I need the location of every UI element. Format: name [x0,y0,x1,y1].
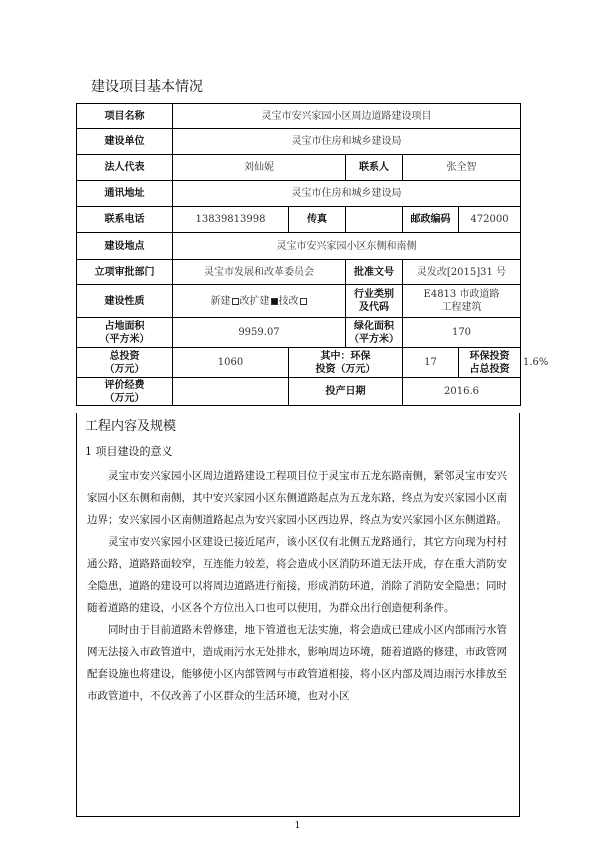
phone-label: 联系电话 [77,207,173,233]
paragraph: 灵宝市安兴家园小区建设已接近尾声，该小区仅有北侧五龙路通行，其它方向现为村村通公路，道路路面较窄，互连能力较差，将会造成小区消防环道无法开成，存在重大消防安全隐患，道路的建设可以将周边道路进行衔接，形成消防环道，消除了消防安全隐患；同时随着道路的建设，小区各个方位出入口也可以使用，为群众出行创造便利条件。 [87,536,507,614]
table-row [77,318,521,348]
postcode-label: 邮政编码 [403,207,459,233]
table-row [77,129,521,155]
project-info-table [76,103,549,406]
green-label [346,318,403,348]
nature-new: 新建 [210,295,231,307]
checkbox-unchecked-icon [232,298,239,305]
table-row: 总投资 （万元） 1060 其中：环保 投资（万元） 17 环保投资 占总投资 1.6% [77,348,521,378]
builder-value: 灵宝市住房和城乡建设局 [173,129,521,155]
env-invest-value: 17 [403,348,459,378]
area-label-line-2: （平方米） [99,333,150,345]
address-value: 灵宝市住房和城乡建设局 [173,181,521,207]
industry-value-line-1: E4813 市政道路 [423,289,500,300]
paragraph: 灵宝市安兴家园小区周边道路建设工程项目位于灵宝市五龙东路南侧，紧邻灵宝市安兴家园小区东侧和南侧，其中安兴家园小区东侧道路起点为五龙东路，终点为安兴家园小区南边界；安兴家园小区南侧道路起点为安兴家园小区西边界，终点为安兴家园小区东侧道路。 [87,470,507,526]
approval-dept-value: 灵宝市发展和改革委员会 [173,260,346,285]
legal-rep-value: 刘仙妮 [173,155,346,181]
eval-fee-label-line-2: （万元） [104,392,145,404]
phone-value: 13839813998 [173,207,289,233]
industry-value-line-2: 工程建筑 [441,302,482,313]
env-ratio-label-line-2: 占总投资 [469,363,510,375]
table-row [77,207,521,233]
invest-label-line-1: 总投资 [109,350,140,362]
area-label-line-1: 占地面积 [104,320,145,332]
address-label: 通讯地址 [77,181,173,207]
area-label [77,318,173,348]
env-ratio-label-line-1: 环保投资 [469,350,510,362]
contact-value: 张全智 [403,155,521,181]
prod-date-label: 投产日期 [289,378,403,406]
paragraph: 同时由于目前道路未曾修建，地下管道也无法实施，将会造成已建成小区内部雨污水管网无法接入市政管道中，造成雨污水无处排水，影响周边环境，随着道路的修建，市政管网配套设施也将建设，能够使小区内部管网与市政管道相接，将小区内部及周边雨污水排放至市政管道中，不仅改善了小区群众的生活环境，也对小区 [87,624,507,702]
project-name-label: 项目名称 [77,104,173,129]
approval-dept-label: 立项审批部门 [77,260,173,285]
approval-no-value: 灵发改[2015]31 号 [403,260,521,285]
invest-label-line-2: （万元） [104,363,145,375]
table-row [77,155,521,181]
industry-value [403,285,521,318]
page-title: 建设项目基本情况 [91,79,203,95]
contact-label: 联系人 [346,155,403,181]
eval-fee-value [173,378,289,406]
table-row [77,104,521,129]
location-label: 建设地点 [77,233,173,260]
nature-label: 建设性质 [77,285,173,318]
table-row [77,260,521,285]
env-invest-label-line-1: 其中：环保 [320,350,371,362]
approval-no-label: 批准文号 [346,260,403,285]
content-heading: 工程内容及规模 [85,419,177,434]
fax-value [346,207,403,233]
env-invest-label [289,348,403,378]
industry-label-line-1: 行业类别 [354,289,394,300]
green-value: 170 [403,318,521,348]
section-heading: 1 项目建设的意义 [85,445,173,458]
nature-value [173,285,346,318]
industry-label-line-2: 及代码 [359,302,389,313]
checkbox-checked-icon [271,298,278,305]
invest-label [77,348,173,378]
fax-label: 传真 [289,207,346,233]
location-value: 灵宝市安兴家园小区东侧和南侧 [173,233,521,260]
table-row [77,181,521,207]
project-name-value: 灵宝市安兴家园小区周边道路建设项目 [173,104,521,129]
invest-value: 1060 [173,348,289,378]
green-label-line-1: 绿化面积 [354,320,394,332]
eval-fee-label [77,378,173,406]
env-ratio-label [459,348,521,378]
table-row [77,233,521,260]
prod-date-value: 2016.6 [403,378,521,406]
area-value: 9959.07 [173,318,346,348]
table-row [77,378,521,406]
env-invest-label-line-2: 投资（万元） [315,363,376,375]
table-row [77,285,521,318]
green-label-line-2: （平方米） [349,333,399,345]
checkbox-unchecked-icon [300,298,307,305]
nature-tech: 技改 [278,295,299,307]
postcode-value: 472000 [459,207,521,233]
builder-label: 建设单位 [77,129,173,155]
page-number: 1 [294,821,301,831]
industry-label [346,285,403,318]
eval-fee-label-line-1: 评价经费 [104,379,145,391]
legal-rep-label: 法人代表 [77,155,173,181]
nature-expand: 改扩建 [239,295,270,307]
project-content-box [76,413,520,817]
